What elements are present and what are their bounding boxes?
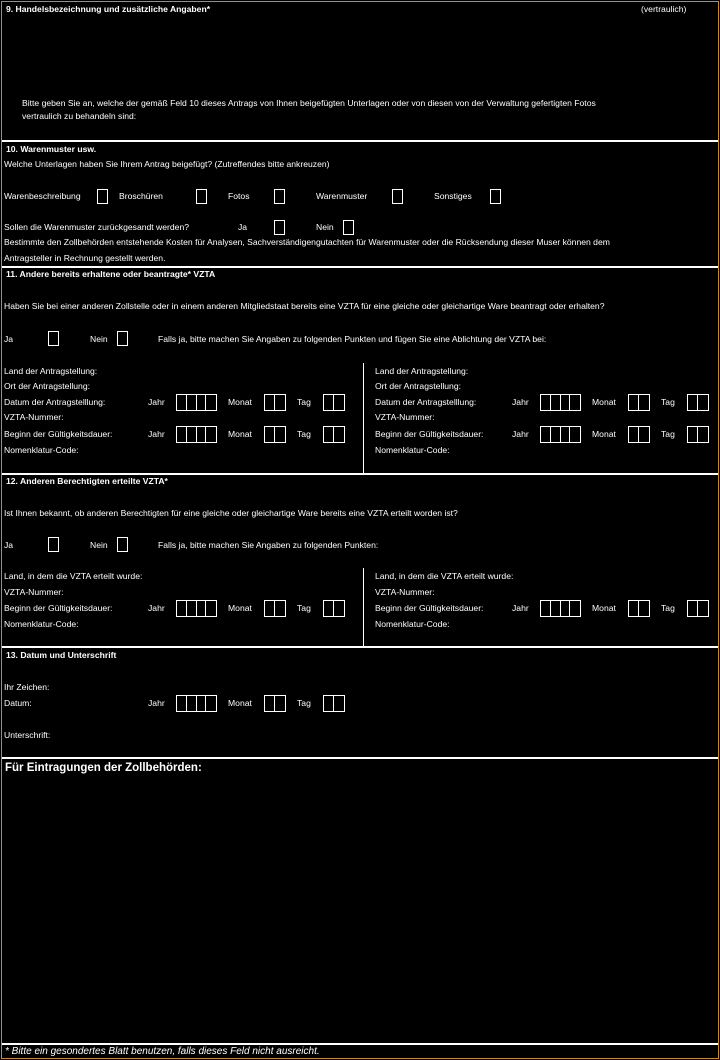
monat-label: Monat xyxy=(228,429,252,439)
option-fotos-label: Fotos xyxy=(228,191,250,201)
s11-nein-label: Nein xyxy=(90,334,108,344)
month-input-cells[interactable] xyxy=(264,394,286,411)
section-9-title: 9. Handelsbezeichnung und zusätzliche Angaben* xyxy=(6,4,211,14)
monat-label: Monat xyxy=(228,603,252,613)
year-input-cells[interactable] xyxy=(540,426,581,443)
day-input-cells[interactable] xyxy=(687,394,709,411)
month-input-cells[interactable] xyxy=(264,695,286,712)
option-sonstiges-label: Sonstiges xyxy=(434,191,472,201)
monat-label: Monat xyxy=(592,603,616,613)
column-divider xyxy=(363,568,364,647)
divider xyxy=(2,757,718,759)
jahr-label: Jahr xyxy=(512,603,529,613)
divider xyxy=(2,140,718,142)
monat-label: Monat xyxy=(228,397,252,407)
tag-label: Tag xyxy=(297,429,311,439)
jahr-label: Jahr xyxy=(512,397,529,407)
cost-note-line1: Bestimmte den Zollbehörden entstehende Kosten für Analysen, Sachverständigengutachten für Warenmuster oder die Rücksendung dieser Muser können dem xyxy=(4,237,610,247)
tag-label: Tag xyxy=(297,397,311,407)
cost-note-line2: Antragsteller in Rechnung gestellt werden. xyxy=(4,253,166,263)
s11-right-datum-label: Datum der Antragstelllung: xyxy=(375,397,477,407)
option-warenmuster-label: Warenmuster xyxy=(316,191,368,201)
divider xyxy=(2,473,718,475)
section-9-text-line1: Bitte geben Sie an, welche der gemäß Feld 10 dieses Antrags von Ihnen beigefügten Unterlagen oder von diesen von der Verwaltung gefertigten Fotos xyxy=(22,98,596,108)
option-broschueren-label: Broschüren xyxy=(119,191,163,201)
jahr-label: Jahr xyxy=(148,429,165,439)
s12-right-nummer-label: VZTA-Nummer: xyxy=(375,587,435,597)
tag-label: Tag xyxy=(297,698,311,708)
return-samples-question: Sollen die Warenmuster zurückgesandt werden? xyxy=(4,222,190,232)
signature-label: Unterschrift: xyxy=(4,730,51,740)
monat-label: Monat xyxy=(228,698,252,708)
s11-right-ort-label: Ort der Antragstellung: xyxy=(375,381,461,391)
section-12-title: 12. Anderen Berechtigten erteilte VZTA* xyxy=(6,476,168,486)
s11-left-datum-label: Datum der Antragstelllung: xyxy=(4,397,106,407)
s11-right-nummer-label: VZTA-Nummer: xyxy=(375,412,435,422)
reference-label: Ihr Zeichen: xyxy=(4,682,50,692)
checkbox-s11-nein[interactable] xyxy=(117,331,128,346)
section-11-title: 11. Andere bereits erhaltene oder beantragte* VZTA xyxy=(6,269,216,279)
tag-label: Tag xyxy=(661,603,675,613)
section-10-title: 10. Warenmuster usw. xyxy=(6,144,97,154)
divider xyxy=(2,1043,718,1045)
month-input-cells[interactable] xyxy=(264,426,286,443)
checkbox-warenbeschreibung[interactable] xyxy=(97,189,108,204)
s12-left-nummer-label: VZTA-Nummer: xyxy=(4,587,64,597)
s12-left-beginn-label: Beginn der Gültigkeitsdauer: xyxy=(4,603,113,613)
jahr-label: Jahr xyxy=(148,397,165,407)
year-input-cells[interactable] xyxy=(176,695,217,712)
s11-falls-text: Falls ja, bitte machen Sie Angaben zu folgenden Punkten und fügen Sie eine Ablichtung der VZTA bei: xyxy=(158,334,547,344)
column-divider xyxy=(363,363,364,474)
s12-nein-label: Nein xyxy=(90,540,108,550)
tag-label: Tag xyxy=(661,429,675,439)
section-9-text-line2: vertraulich zu behandeln sind: xyxy=(22,111,137,121)
return-nein-label: Nein xyxy=(316,222,334,232)
checkbox-s12-nein[interactable] xyxy=(117,537,128,552)
checkbox-fotos[interactable] xyxy=(274,189,285,204)
s11-ja-label: Ja xyxy=(4,334,14,344)
s11-right-land-label: Land der Antragstellung: xyxy=(375,366,469,376)
tag-label: Tag xyxy=(297,603,311,613)
day-input-cells[interactable] xyxy=(687,426,709,443)
month-input-cells[interactable] xyxy=(264,600,286,617)
s12-left-code-label: Nomenklatur-Code: xyxy=(4,619,79,629)
section-10-question: Welche Unterlagen haben Sie Ihrem Antrag beigefügt? (Zutreffendes bitte ankreuzen) xyxy=(4,159,330,169)
jahr-label: Jahr xyxy=(148,603,165,613)
year-input-cells[interactable] xyxy=(176,394,217,411)
checkbox-sonstiges[interactable] xyxy=(490,189,501,204)
s11-right-code-label: Nomenklatur-Code: xyxy=(375,445,450,455)
day-input-cells[interactable] xyxy=(323,695,345,712)
day-input-cells[interactable] xyxy=(323,426,345,443)
s11-left-nummer-label: VZTA-Nummer: xyxy=(4,412,64,422)
year-input-cells[interactable] xyxy=(540,394,581,411)
s12-ja-label: Ja xyxy=(4,540,14,550)
s11-right-beginn-label: Beginn der Gültigkeitsdauer: xyxy=(375,429,484,439)
checkbox-return-nein[interactable] xyxy=(343,220,354,235)
s12-right-beginn-label: Beginn der Gültigkeitsdauer: xyxy=(375,603,484,613)
s11-left-code-label: Nomenklatur-Code: xyxy=(4,445,79,455)
month-input-cells[interactable] xyxy=(628,600,650,617)
monat-label: Monat xyxy=(592,397,616,407)
s11-left-ort-label: Ort der Antragstellung: xyxy=(4,381,90,391)
divider xyxy=(2,266,718,268)
official-use-title: Für Eintragungen der Zollbehörden: xyxy=(5,762,202,774)
s11-left-land-label: Land der Antragstellung: xyxy=(4,366,98,376)
tag-label: Tag xyxy=(661,397,675,407)
year-input-cells[interactable] xyxy=(540,600,581,617)
divider xyxy=(2,646,718,648)
section-12-question: Ist Ihnen bekannt, ob anderen Berechtigten für eine gleiche oder gleichartige Ware bereits eine VZTA erteilt worden ist? xyxy=(4,508,458,518)
monat-label: Monat xyxy=(592,429,616,439)
s12-left-land-label: Land, in dem die VZTA erteilt wurde: xyxy=(4,571,143,581)
section-13-title: 13. Datum und Unterschrift xyxy=(6,650,117,660)
jahr-label: Jahr xyxy=(512,429,529,439)
footnote: * Bitte ein gesondertes Blatt benutzen, falls dieses Feld nicht ausreicht. xyxy=(5,1046,320,1057)
s12-falls-text: Falls ja, bitte machen Sie Angaben zu folgenden Punkten: xyxy=(158,540,379,550)
checkbox-warenmuster[interactable] xyxy=(392,189,403,204)
return-ja-label: Ja xyxy=(238,222,248,232)
year-input-cells[interactable] xyxy=(176,426,217,443)
year-input-cells[interactable] xyxy=(176,600,217,617)
checkbox-broschueren[interactable] xyxy=(196,189,207,204)
checkbox-return-ja[interactable] xyxy=(274,220,285,235)
checkbox-s11-ja[interactable] xyxy=(48,331,59,346)
checkbox-s12-ja[interactable] xyxy=(48,537,59,552)
month-input-cells[interactable] xyxy=(628,426,650,443)
date-label: Datum: xyxy=(4,698,32,708)
day-input-cells[interactable] xyxy=(687,600,709,617)
option-warenbeschreibung-label: Warenbeschreibung xyxy=(4,191,81,201)
s11-left-beginn-label: Beginn der Gültigkeitsdauer: xyxy=(4,429,113,439)
s12-right-code-label: Nomenklatur-Code: xyxy=(375,619,450,629)
s12-right-land-label: Land, in dem die VZTA erteilt wurde: xyxy=(375,571,514,581)
section-11-question: Haben Sie bei einer anderen Zollstelle oder in einem anderen Mitgliedstaat bereits eine VZTA für eine gleiche oder gleichartige Ware beantragt oder erhalten? xyxy=(4,301,605,311)
jahr-label: Jahr xyxy=(148,698,165,708)
month-input-cells[interactable] xyxy=(628,394,650,411)
day-input-cells[interactable] xyxy=(323,600,345,617)
day-input-cells[interactable] xyxy=(323,394,345,411)
confidential-label: (vertraulich) xyxy=(641,4,687,14)
